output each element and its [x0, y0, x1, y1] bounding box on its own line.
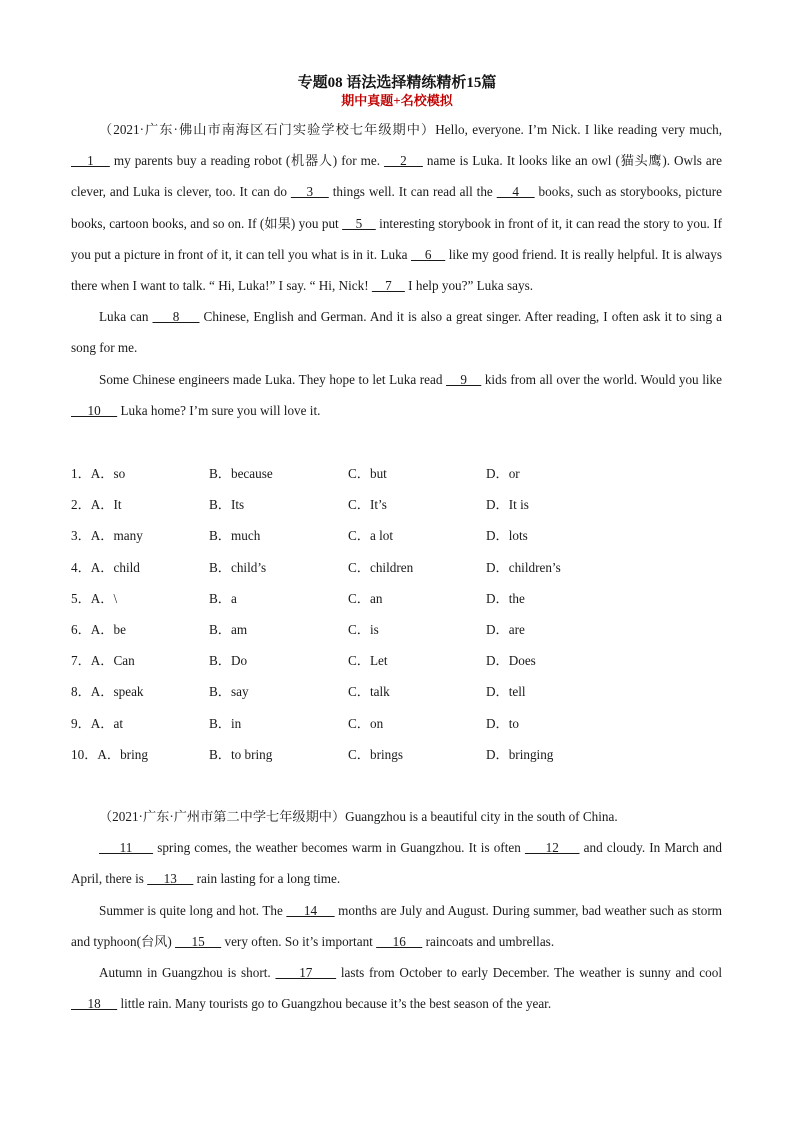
text-segment: Luka home? I’m sure you will love it.	[117, 402, 321, 418]
passage-2-intro	[71, 801, 722, 832]
blank-16: 16	[376, 933, 423, 949]
passage-1-paragraph-2	[71, 301, 722, 363]
option-d: D．or	[486, 466, 520, 481]
passage-1-paragraph-3	[71, 364, 722, 426]
text-segment: Guangzhou is a beautiful city in the south of China.	[345, 809, 618, 824]
option-b: B．to bring	[209, 746, 273, 762]
option-d: D．It is	[486, 497, 529, 513]
option-d: D．lots	[486, 528, 528, 544]
blank-7: 7	[371, 278, 405, 294]
option-c: C．brings	[348, 746, 403, 762]
blank-1: 1	[71, 153, 110, 169]
option-c: C．It’s	[348, 497, 387, 513]
option-b: B．a	[209, 590, 237, 606]
blank-8: 8	[152, 309, 200, 325]
answer-options	[71, 458, 722, 770]
text-segment: interesting storybook in front of it, it can read the story to you. If you put a picture in front of it, it can tell you what is in it. Luka	[71, 215, 723, 262]
blank-18: 18	[71, 996, 118, 1012]
text-segment: like my good friend. It is really helpful. It is always there when I want to talk. “ Hi, Luka!” I say. “ Hi, Nick!	[71, 246, 723, 294]
option-a: 2．A．It	[71, 497, 122, 513]
blank-10: 10	[71, 402, 118, 418]
option-d: D．tell	[486, 684, 526, 700]
blank-14: 14	[286, 902, 335, 918]
text-segment: Hello, everyone. I’m Nick. I like reading very much,	[435, 122, 722, 137]
blank-6: 6	[411, 246, 446, 262]
text-segment: Chinese, English and German. And it is also a great singer. After reading, I often ask it to sing a song for me.	[71, 309, 722, 356]
passage-2-source: （2021·广东·广州市第二中学七年级期中）	[99, 809, 346, 824]
option-row-1	[71, 458, 722, 489]
text-segment: kids from all over the world. Would you like	[481, 371, 723, 387]
passage-2-paragraph-2	[71, 895, 722, 957]
page-title: 专题08 语法选择精练精析15篇	[297, 75, 497, 91]
option-b: B．am	[209, 621, 248, 637]
option-d: D．bringing	[486, 746, 554, 762]
page-subtitle: 期中真题+名校模拟	[341, 93, 453, 108]
option-a: 3．A．many	[71, 528, 143, 544]
option-d: D．are	[486, 621, 525, 637]
option-c: C．Let	[348, 653, 388, 669]
option-b: B．Do	[209, 653, 248, 669]
option-a: 7．A．Can	[71, 653, 135, 669]
option-c: C．is	[348, 621, 379, 637]
text-segment: Summer is quite long and hot. The	[99, 902, 287, 918]
text-segment: things well. It can read all the	[328, 184, 497, 200]
text-segment: very often. So it’s important	[221, 933, 377, 949]
option-d: D．Does	[486, 653, 536, 669]
option-c: C．children	[348, 559, 414, 575]
option-a: 9．A．at	[71, 715, 124, 731]
option-b: B．child’s	[209, 559, 267, 575]
text-segment: little rain. Many tourists go to Guangzhou because it’s the best season of the year.	[117, 996, 552, 1012]
blank-9: 9	[446, 371, 482, 387]
blank-11: 11	[99, 840, 154, 856]
blank-13: 13	[147, 871, 194, 887]
passage-1-source: （2021·广东·佛山市南海区石门实验学校七年级期中）	[99, 122, 436, 137]
passage-2-paragraph-1	[71, 832, 722, 894]
option-a: 10．A．bring	[71, 746, 148, 762]
option-d: D．the	[486, 590, 525, 606]
option-row-6	[71, 614, 722, 645]
passage-1	[71, 114, 722, 426]
option-b: B．in	[209, 715, 242, 731]
blank-5: 5	[342, 215, 376, 231]
option-b: B．much	[209, 528, 261, 544]
text-segment: and cloudy. In March and April, there is	[71, 840, 722, 887]
option-row-7	[71, 645, 722, 676]
text-segment: books, such as storybooks, picture books, cartoon books, and so on. If (如果) you put	[71, 184, 722, 231]
blank-4: 4	[496, 184, 535, 200]
option-b: B．because	[209, 466, 273, 481]
option-row-10	[71, 739, 722, 770]
option-a: 8．A．speak	[71, 684, 144, 700]
option-c: C．talk	[348, 684, 390, 700]
option-a: 4．A．child	[71, 559, 140, 575]
option-c: C．but	[348, 466, 387, 481]
blank-15: 15	[175, 933, 222, 949]
option-row-8	[71, 676, 722, 707]
blank-17: 17	[275, 965, 337, 981]
option-row-5	[71, 583, 722, 614]
text-segment: Some Chinese engineers made Luka. They hope to let Luka read	[99, 371, 447, 387]
text-segment: spring comes, the weather becomes warm in Guangzhou. It is often	[153, 840, 525, 856]
option-a: 1．A．so	[71, 466, 126, 481]
text-segment: months are July and August. During summer, bad weather such as storm and typhoon(台风)	[71, 902, 723, 949]
passage-2	[71, 801, 722, 1019]
text-segment: my parents buy a reading robot (机器人) for me.	[109, 153, 385, 169]
text-segment: name is Luka. It looks like an owl (猫头鹰). Owls are clever, and Luka is clever, too. It can do	[71, 153, 723, 200]
text-segment: I help you?” Luka says.	[404, 278, 534, 294]
blank-3: 3	[290, 184, 329, 200]
passage-2-paragraph-3	[71, 957, 722, 1019]
option-b: B．Its	[209, 497, 245, 513]
text-segment: lasts from October to early December. The weather is sunny and cool	[336, 965, 722, 981]
passage-1-paragraph-1	[71, 114, 722, 301]
text-segment: rain lasting for a long time.	[193, 871, 341, 887]
option-a: 5．A．\	[71, 590, 118, 606]
option-c: C．a lot	[348, 528, 394, 544]
blank-12: 12	[524, 840, 580, 856]
option-row-9	[71, 708, 722, 739]
option-c: C．on	[348, 715, 384, 731]
text-segment: raincoats and umbrellas.	[422, 933, 555, 949]
option-d: D．children’s	[486, 559, 561, 575]
option-row-3	[71, 520, 722, 551]
option-d: D．to	[486, 715, 519, 731]
option-c: C．an	[348, 590, 383, 606]
option-row-4	[71, 552, 722, 583]
option-row-2	[71, 489, 722, 520]
text-segment: Luka can	[99, 309, 153, 325]
blank-2: 2	[384, 153, 423, 169]
option-a: 6．A．be	[71, 621, 126, 637]
option-b: B．say	[209, 684, 249, 700]
text-segment: Autumn in Guangzhou is short.	[99, 965, 276, 981]
